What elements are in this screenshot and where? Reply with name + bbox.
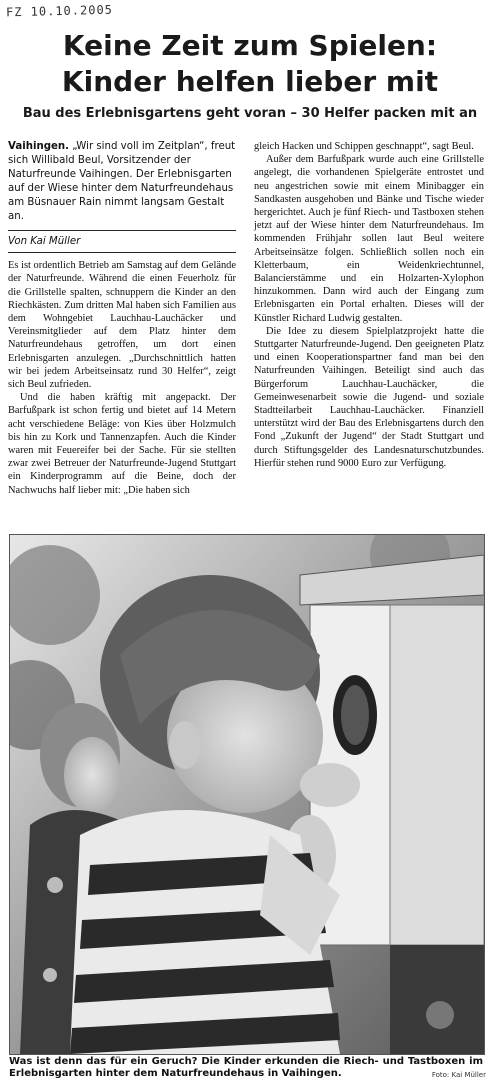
right-paragraph: Außer dem Barfußpark wurde auch eine Grillstelle angelegt, die vorhandenen Spielgeräte entrostet und neu angestrichen sowie mit einem Minibagger ein Sandkasten ausgehoben und Bänke und Tische wieder hergerichtet. Auch je fünf Riech- und Tastboxen stehen jetzt auf der Wiese hinter dem Naturfreundehaus. Im kommenden Frühjahr sollen laut Beul weitere Arbeitseinsätze folgen. Schließlich sollen noch ein Kletterbaum, ein Weidenkriechtunnel, Balancierstämme und ein Holzarten-Xylophon hinzukommen. Dann wird auch der Eingang zum Erlebnisgarten ein Portal erhalten. Dieses will der Künstler Richard Ludwig gestalten.: [254, 154, 484, 324]
headline-line-2: Kinder helfen lieber mit: [61, 65, 439, 98]
article-photo: [9, 534, 485, 1055]
lead-text: „Wir sind voll im Zeitplan“, freut sich Willibald Beul, Vorsitzender der Naturfreunde Vaihingen. Der Erlebnisgarten auf der Wiese hinter dem Naturfreundehaus am Büsnauer Rain nimmt langsam Gestalt an.: [8, 141, 236, 222]
subheadline: Bau des Erlebnisgartens geht voran – 30 Helfer packen mit an: [22, 106, 478, 121]
lead-paragraph: [8, 140, 236, 224]
headline-line-1: Keine Zeit zum Spielen:: [62, 29, 438, 62]
photo-caption: Was ist denn das für ein Geruch? Die Kinder erkunden die Riech- und Tastboxen im Erlebnisgarten hinter dem Naturfreundehaus in Vaihingen.: [9, 1056, 483, 1079]
right-column: [254, 140, 484, 470]
author-rule-top: [8, 230, 236, 231]
right-paragraph: gleich Hacken und Schippen geschnappt“, sagt Beul.: [254, 141, 474, 152]
photo-credit: Foto: Kai Müller: [431, 1071, 486, 1079]
handwritten-date-note: FZ 10.10.2005: [5, 2, 114, 20]
author-rule-bottom: [8, 252, 236, 253]
headline: [0, 28, 500, 100]
left-paragraph: Es ist ordentlich Betrieb am Samstag auf dem Gelände der Naturfreunde. Während die einen Feuerholz für die Grillstelle spalten, schnuppern die Kinder an den Riechkästen. Zum dritten Mal haben sich Familien aus dem Wohngebiet Lauchhau-Lauchäcker und Vereinsmitglieder auf dem Platz hinter dem Naturfreundehaus getroffen, um dort einen Erlebnisgarten anzulegen. „Durchschnittlich hatten wir bei jedem Arbeitseinsatz rund 30 Helfer“, zeigt sich Beul zufrieden.: [8, 260, 236, 391]
author-byline: Von Kai Müller: [8, 236, 81, 247]
dateline-place: Vaihingen.: [8, 141, 70, 152]
left-column: [8, 140, 236, 497]
right-paragraph: Die Idee zu diesem Spielplatzprojekt hatte die Stuttgarter Naturfreunde-Jugend. Den geeigneten Platz und einen Kooperationspartner fand man bei den Naturfreunden Vaihingen. Beteiligt sind auch das Bürgerforum Lauchhau-Lauchäcker, die Gemeinwesenarbeit sowie die Jugend- und soziale Stadtteilarbeit Lauchhau-Lauchäcker. Finanziell unterstützt wird der Bau des Erlebnisgartens durch den Fond „Zukunft der Jugend“ der Stadt Stuttgart und durch Stiftungsgelder des Landesnaturschutzbundes. Hierfür stehen rund 9000 Euro zur Verfügung.: [254, 325, 484, 469]
photo-children-at-smell-box: [10, 535, 484, 1054]
left-paragraph: Und die haben kräftig mit angepackt. Der Barfußpark ist schon fertig und bietet auf 14 Metern acht verschiedene Beläge: von Kies über Holzmulch bis hin zu Kork und Tannenzapfen. Auch die Kinder waren mit Feuereifer bei der Sache. Für sie stellten zwar zwei Betreuer der Naturfreunde-Jugend Stuttgart ein Kinderprogramm auf die Beine, doch der Nachwuchs half lieber mit: „Die haben sich: [8, 392, 236, 496]
